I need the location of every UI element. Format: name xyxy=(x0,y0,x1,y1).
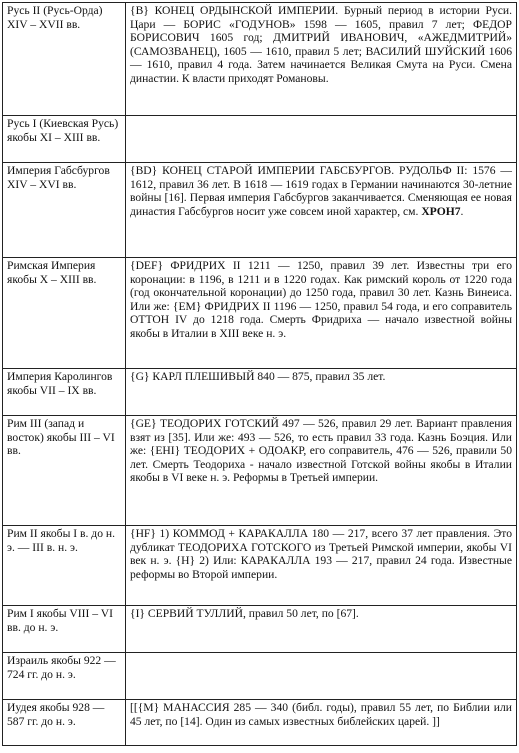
ruler-description-cell: {HF} 1) КОММОД + КАРАКАЛЛА 180 — 217, всего 37 лет правления. Это дубликат ТЕОДОРИХА ГОТСКОГО из Третьей Римской империи, якобы VI век н. э. {H} 2) Или: КАРАКАЛЛА 193 — 217, правил 24 года. Известные реформы во Второй империи. xyxy=(126,526,517,606)
ruler-description-cell: {I} СЕРВИЙ ТУЛЛИЙ, правил 50 лет, по [67]. xyxy=(126,606,517,653)
empire-name-cell: Иудея якобы 928 — 587 гг. до н. э. xyxy=(3,700,126,746)
empire-name-cell: Империя Каролингов якобы VII – IX вв. xyxy=(3,369,126,416)
ruler-description-cell: [[{M} МАНАССИЯ 285 — 340 (библ. годы), правил 55 лет, по Библии или 45 лет, по [14]. Один из самых известных библейских царей. ]] xyxy=(126,700,517,746)
table-row xyxy=(3,606,517,653)
ruler-description-cell: {DEF} ФРИДРИХ II 1211 — 1250, правил 39 лет. Известны три его коронации: в 1196, в 1211 и в 1220 годах. Как римский король от 1220 года (год окончательной коронации) до 1250 года, правил 30 лет. Казнь Винеиса. Или же: {EM} ФРИДРИХ II 1196 — 1250, правил 54 года, и его соправитель ОТТОН IV до 1218 года. Смерть Фридриха — начало известной войны якобы в Италии в XIII веке н. э. xyxy=(126,258,517,369)
empire-name-cell: Империя Габсбургов XIV – XVI вв. xyxy=(3,163,126,258)
empire-name-cell: Русь I (Киевская Русь) якобы XI – XIII вв. xyxy=(3,116,126,163)
table-row xyxy=(3,258,517,369)
empire-name-cell: Рим II якобы I в. до н. э. — III в. н. э. xyxy=(3,526,126,606)
chronology-table xyxy=(2,2,517,746)
ruler-description-cell: {G} КАРЛ ПЛЕШИВЫЙ 840 — 875, правил 35 лет. xyxy=(126,369,517,416)
table-row xyxy=(3,653,517,700)
ruler-description-cell: {B} КОНЕЦ ОРДЫНСКОЙ ИМПЕРИИ. Бурный период в истории Руси. Цари — БОРИС «ГОДУНОВ» 1598 — 1605, правил 7 лет; ФЕДОР БОРИСОВИЧ 1605 год; ДМИТРИЙ ИВАНОВИЧ, «АЖЕДМИТРИЙ» (САМОЗВАНЕЦ), 1605 — 1610, правил 5 лет; ВАСИЛИЙ ШУЙСКИЙ 1606 — 1610, правил 4 года. Затем начинается Великая Смута на Руси. Смена династии. К власти приходят Романовы. xyxy=(126,3,517,116)
table-row xyxy=(3,3,517,116)
description-text-end: . xyxy=(460,204,464,218)
table-row xyxy=(3,369,517,416)
table-row xyxy=(3,700,517,746)
ruler-description-cell: {GE} ТЕОДОРИХ ГОТСКИЙ 497 — 526, правил 29 лет. Вариант правления взят из [35]. Или же: 493 — 526, то есть правил 33 года. Казнь Боэция. Или же: {EHI} ТЕОДОРИХ + ОДОАКР, его соправитель, 476 — 526, правили 50 лет. Смерть Теодориха - начало известной Готской войны якобы в Италии якобы в VI веке н. э. Реформы в Третьей империи. xyxy=(126,416,517,526)
table-row xyxy=(3,163,517,258)
table-row xyxy=(3,116,517,163)
empire-name-cell: Рим I якобы VIII – VI вв. до н. э. xyxy=(3,606,126,653)
ruler-description-cell xyxy=(126,163,517,258)
empire-name-cell: Римская Империя якобы X – XIII вв. xyxy=(3,258,126,369)
empire-name-cell: Израиль якобы 922 — 724 гг. до н. э. xyxy=(3,653,126,700)
table-row xyxy=(3,526,517,606)
cross-reference-bold: ХРОН7 xyxy=(421,204,461,218)
ruler-description-cell xyxy=(126,653,517,700)
description-text: {BD} КОНЕЦ СТАРОЙ ИМПЕРИИ ГАБСБУРГОВ. РУДОЛЬФ II: 1576 — 1612, правил 36 лет. В 1618 — 1619 годах в Германии начинаются 30-летние войны [16]. Первая империя Габсбургов заканчивается. Сменяющая ее новая династия Габсбургов носит уже совсем иной характер, см. xyxy=(130,164,512,218)
empire-name-cell: Рим III (запад и восток) якобы III – VI вв. xyxy=(3,416,126,526)
table-row xyxy=(3,416,517,526)
ruler-description-cell xyxy=(126,116,517,163)
empire-name-cell: Русь II (Русь-Орда) XIV – XVII вв. xyxy=(3,3,126,116)
